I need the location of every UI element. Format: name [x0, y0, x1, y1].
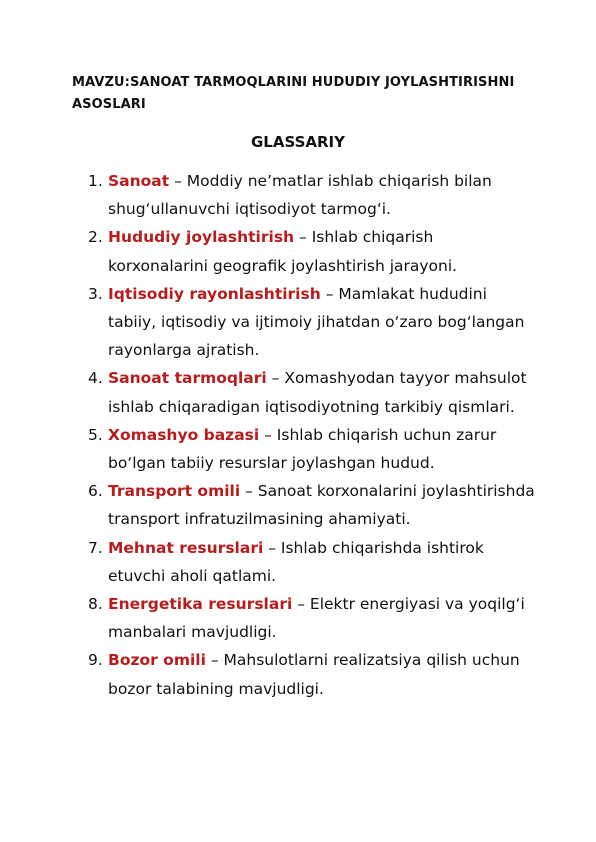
glossary-heading: GLASSARIY — [250, 133, 345, 151]
glossary-item — [88, 477, 538, 533]
glossary-item — [88, 223, 538, 279]
term-definition: – Mahsulotlarni realizatsiya qilish uchun bozor talabining mavjudligi. — [108, 651, 520, 698]
term-name: Xomashyo bazasi — [108, 425, 260, 444]
item-number: 7. — [88, 538, 103, 557]
glossary-item — [88, 364, 538, 420]
topic-title: MAVZU:SANOAT TARMOQLARINI HUDUDIY JOYLASHTIRISHNI ASOSLARI — [72, 75, 515, 112]
term-name: Mehnat resurslari — [108, 538, 264, 557]
glossary-item — [88, 421, 538, 477]
term-name: Hududiy joylashtirish — [108, 228, 295, 247]
item-number: 8. — [88, 595, 103, 614]
term-definition: – Sanoat korxonalarini joylashtirishda transport infratuzilmasining ahamiyati. — [108, 482, 535, 529]
glossary-item — [88, 590, 538, 646]
item-number: 2. — [88, 228, 103, 247]
term-definition: – Ishlab chiqarish uchun zarur bo‘lgan tabiiy resurslar joylashgan hudud. — [108, 425, 497, 473]
item-number: 4. — [88, 369, 103, 388]
term-name: Sanoat tarmoqlari — [108, 369, 267, 388]
glossary-item — [88, 534, 538, 590]
term-definition: – Xomashyodan tayyor mahsulot ishlab chiqaradigan iqtisodiyotning tarkibiy qismlari. — [108, 369, 527, 416]
term-definition: – Mamlakat hududini tabiiy, iqtisodiy va ijtimoiy jihatdan o‘zaro bog‘langan rayonlarga ajratish. — [108, 284, 525, 360]
item-number: 9. — [88, 651, 103, 670]
item-number: 6. — [88, 482, 103, 501]
term-name: Sanoat — [108, 172, 170, 190]
item-number: 1. — [88, 172, 103, 190]
term-definition: – Ishlab chiqarishda ishtirok etuvchi aholi qatlami. — [108, 538, 484, 585]
term-definition: – Elektr energiyasi va yoqilg‘i manbalari mavjudligi. — [108, 595, 525, 642]
term-name: Transport omili — [108, 482, 241, 501]
item-number: 5. — [88, 425, 103, 444]
glossary-item — [88, 646, 538, 702]
term-definition: – Moddiy ne’matlar ishlab chiqarish bilan shug‘ullanuvchi iqtisodiyot tarmog‘i. — [108, 172, 492, 219]
item-number: 3. — [88, 284, 103, 303]
term-name: Energetika resurslari — [108, 595, 293, 614]
glossary-item — [88, 280, 538, 365]
glossary-list — [88, 167, 538, 703]
term-name: Bozor omili — [108, 651, 206, 670]
glossary-item — [88, 167, 538, 223]
term-definition: – Ishlab chiqarish korxonalarini geografik joylashtirish jarayoni. — [108, 228, 458, 275]
term-name: Iqtisodiy rayonlashtirish — [108, 284, 321, 303]
